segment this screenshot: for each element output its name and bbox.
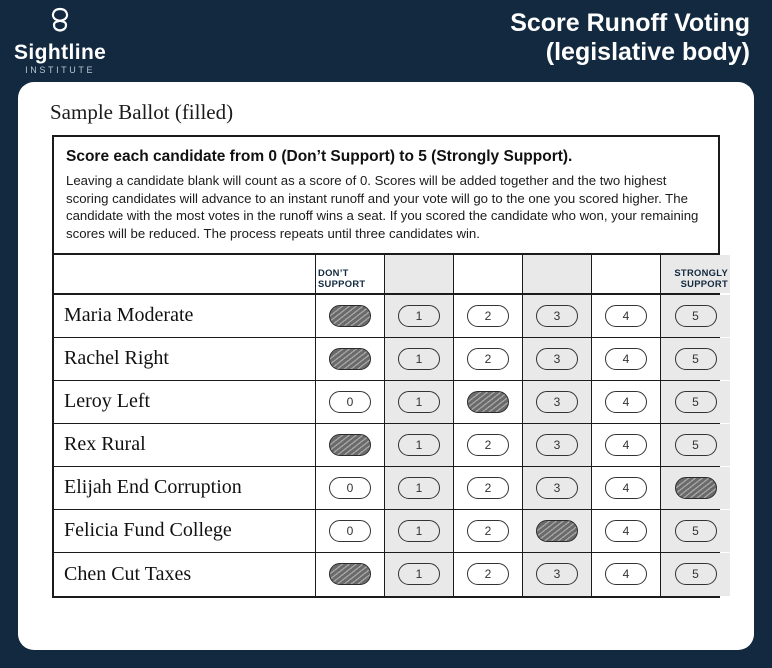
candidate-name: Rachel Right: [54, 338, 316, 380]
empty-bubble[interactable]: 5: [675, 434, 717, 456]
score-cell-5[interactable]: [661, 381, 730, 423]
empty-bubble[interactable]: 4: [605, 348, 647, 370]
filled-bubble[interactable]: [329, 305, 371, 327]
header-col-5: [661, 255, 730, 293]
candidate-name: Felicia Fund College: [54, 510, 316, 552]
candidate-name: Maria Moderate: [54, 295, 316, 337]
score-cell-3[interactable]: [523, 510, 592, 552]
page-title-line1: Score Runoff Voting: [510, 8, 750, 37]
score-cell-0[interactable]: [316, 295, 385, 337]
score-cell-2[interactable]: [454, 381, 523, 423]
sightline-knot-logo-icon: [40, 6, 80, 40]
score-cell-2[interactable]: [454, 510, 523, 552]
score-cell-5[interactable]: [661, 338, 730, 380]
filled-bubble[interactable]: [329, 348, 371, 370]
score-cell-2[interactable]: [454, 295, 523, 337]
score-cell-4[interactable]: [592, 338, 661, 380]
header-col-3: [523, 255, 592, 293]
high-score-label-line1: STRONGLY: [674, 266, 728, 278]
score-cell-1[interactable]: [385, 424, 454, 466]
empty-bubble[interactable]: 3: [536, 305, 578, 327]
empty-bubble[interactable]: 5: [675, 348, 717, 370]
score-cell-3[interactable]: [523, 553, 592, 596]
empty-bubble[interactable]: 4: [605, 477, 647, 499]
score-cell-0[interactable]: [316, 424, 385, 466]
ballot-rows: [54, 295, 718, 596]
empty-bubble[interactable]: 3: [536, 391, 578, 413]
empty-bubble[interactable]: 2: [467, 477, 509, 499]
candidate-name: Chen Cut Taxes: [54, 553, 316, 596]
score-cell-1[interactable]: [385, 295, 454, 337]
filled-bubble[interactable]: [329, 434, 371, 456]
score-cell-2[interactable]: [454, 338, 523, 380]
score-cell-2[interactable]: [454, 424, 523, 466]
brand-logo: [14, 6, 106, 75]
empty-bubble[interactable]: 1: [398, 305, 440, 327]
score-scale-header: [54, 255, 728, 295]
empty-bubble[interactable]: 1: [398, 563, 440, 585]
empty-bubble[interactable]: 1: [398, 391, 440, 413]
brand-subtitle: INSTITUTE: [25, 64, 96, 75]
score-cell-5[interactable]: [661, 510, 730, 552]
table-row: [54, 295, 718, 338]
candidate-name: Rex Rural: [54, 424, 316, 466]
empty-bubble[interactable]: 1: [398, 348, 440, 370]
empty-bubble[interactable]: 0: [329, 520, 371, 542]
empty-bubble[interactable]: 2: [467, 348, 509, 370]
empty-bubble[interactable]: 3: [536, 563, 578, 585]
table-row: [54, 467, 718, 510]
empty-bubble[interactable]: 5: [675, 391, 717, 413]
high-score-label-line2: SUPPORT: [680, 277, 728, 289]
empty-bubble[interactable]: 4: [605, 563, 647, 585]
score-cell-2[interactable]: [454, 467, 523, 509]
ballot-table: [52, 135, 728, 598]
empty-bubble[interactable]: 5: [675, 563, 717, 585]
header-col-4: [592, 255, 661, 293]
score-cell-4[interactable]: [592, 424, 661, 466]
empty-bubble[interactable]: 1: [398, 477, 440, 499]
empty-bubble[interactable]: 2: [467, 563, 509, 585]
empty-bubble[interactable]: 1: [398, 520, 440, 542]
header-name-cell: [54, 255, 316, 293]
page-title-line2: (legislative body): [545, 38, 750, 66]
score-cell-4[interactable]: [592, 553, 661, 596]
empty-bubble[interactable]: 0: [329, 477, 371, 499]
card-title: Sample Ballot (filled): [50, 100, 234, 124]
empty-bubble[interactable]: 2: [467, 520, 509, 542]
page-header: [0, 0, 772, 76]
empty-bubble[interactable]: 4: [605, 391, 647, 413]
filled-bubble[interactable]: [675, 477, 717, 499]
empty-bubble[interactable]: 5: [675, 520, 717, 542]
empty-bubble[interactable]: 5: [675, 305, 717, 327]
score-cell-5[interactable]: [661, 553, 730, 596]
candidate-name: Elijah End Corruption: [54, 467, 316, 509]
score-cell-0[interactable]: [316, 510, 385, 552]
header-col-1: [385, 255, 454, 293]
empty-bubble[interactable]: 2: [467, 434, 509, 456]
score-cell-3[interactable]: [523, 381, 592, 423]
score-cell-4[interactable]: [592, 510, 661, 552]
score-cell-0[interactable]: [316, 467, 385, 509]
score-cell-3[interactable]: [523, 424, 592, 466]
score-cell-3[interactable]: [523, 467, 592, 509]
filled-bubble[interactable]: [467, 391, 509, 413]
header-col-2: [454, 255, 523, 293]
score-cell-0[interactable]: [316, 338, 385, 380]
empty-bubble[interactable]: 2: [467, 305, 509, 327]
empty-bubble[interactable]: 3: [536, 434, 578, 456]
empty-bubble[interactable]: 4: [605, 305, 647, 327]
score-cell-1[interactable]: [385, 510, 454, 552]
score-cell-1[interactable]: [385, 467, 454, 509]
page-title: [510, 9, 750, 68]
score-cell-2[interactable]: [454, 553, 523, 596]
score-cell-1[interactable]: [385, 338, 454, 380]
candidate-name: Leroy Left: [54, 381, 316, 423]
empty-bubble[interactable]: 4: [605, 520, 647, 542]
instructions-body: Leaving a candidate blank will count as a score of 0. Scores will be added together and the two highest scoring candidates will advance to an instant runoff and your vote will go to the one you scored higher. The candidate with the most votes in the runoff wins a seat. If you scored the candidate who won, your remaining scores will be reduced. The process repeats until three candidates win.: [66, 173, 699, 242]
empty-bubble[interactable]: 0: [329, 391, 371, 413]
filled-bubble[interactable]: [329, 563, 371, 585]
high-score-label: [674, 268, 728, 290]
empty-bubble[interactable]: 1: [398, 434, 440, 456]
brand-name: Sightline: [14, 40, 107, 64]
score-cell-5[interactable]: [661, 295, 730, 337]
empty-bubble[interactable]: 4: [605, 434, 647, 456]
score-cell-5[interactable]: [661, 424, 730, 466]
table-row: [54, 424, 718, 467]
score-cell-1[interactable]: [385, 381, 454, 423]
score-cell-4[interactable]: [592, 381, 661, 423]
score-cell-3[interactable]: [523, 338, 592, 380]
ballot-card: [18, 82, 754, 650]
instructions-heading: Score each candidate from 0 (Don’t Support) to 5 (Strongly Support).: [66, 148, 573, 165]
score-cell-5[interactable]: [661, 467, 730, 509]
low-score-label-line2: SUPPORT: [318, 277, 366, 289]
instructions-block: [54, 137, 718, 255]
filled-bubble[interactable]: [536, 520, 578, 542]
table-row: [54, 510, 718, 553]
score-cell-4[interactable]: [592, 467, 661, 509]
score-cell-0[interactable]: [316, 381, 385, 423]
low-score-label-line1: DON’T: [318, 266, 349, 278]
empty-bubble[interactable]: 3: [536, 348, 578, 370]
score-cell-0[interactable]: [316, 553, 385, 596]
score-cell-1[interactable]: [385, 553, 454, 596]
header-col-0: [316, 255, 385, 293]
low-score-label: [318, 268, 365, 290]
empty-bubble[interactable]: 3: [536, 477, 578, 499]
table-row: [54, 338, 718, 381]
score-cell-4[interactable]: [592, 295, 661, 337]
table-row: [54, 381, 718, 424]
table-row: [54, 553, 718, 596]
score-cell-3[interactable]: [523, 295, 592, 337]
